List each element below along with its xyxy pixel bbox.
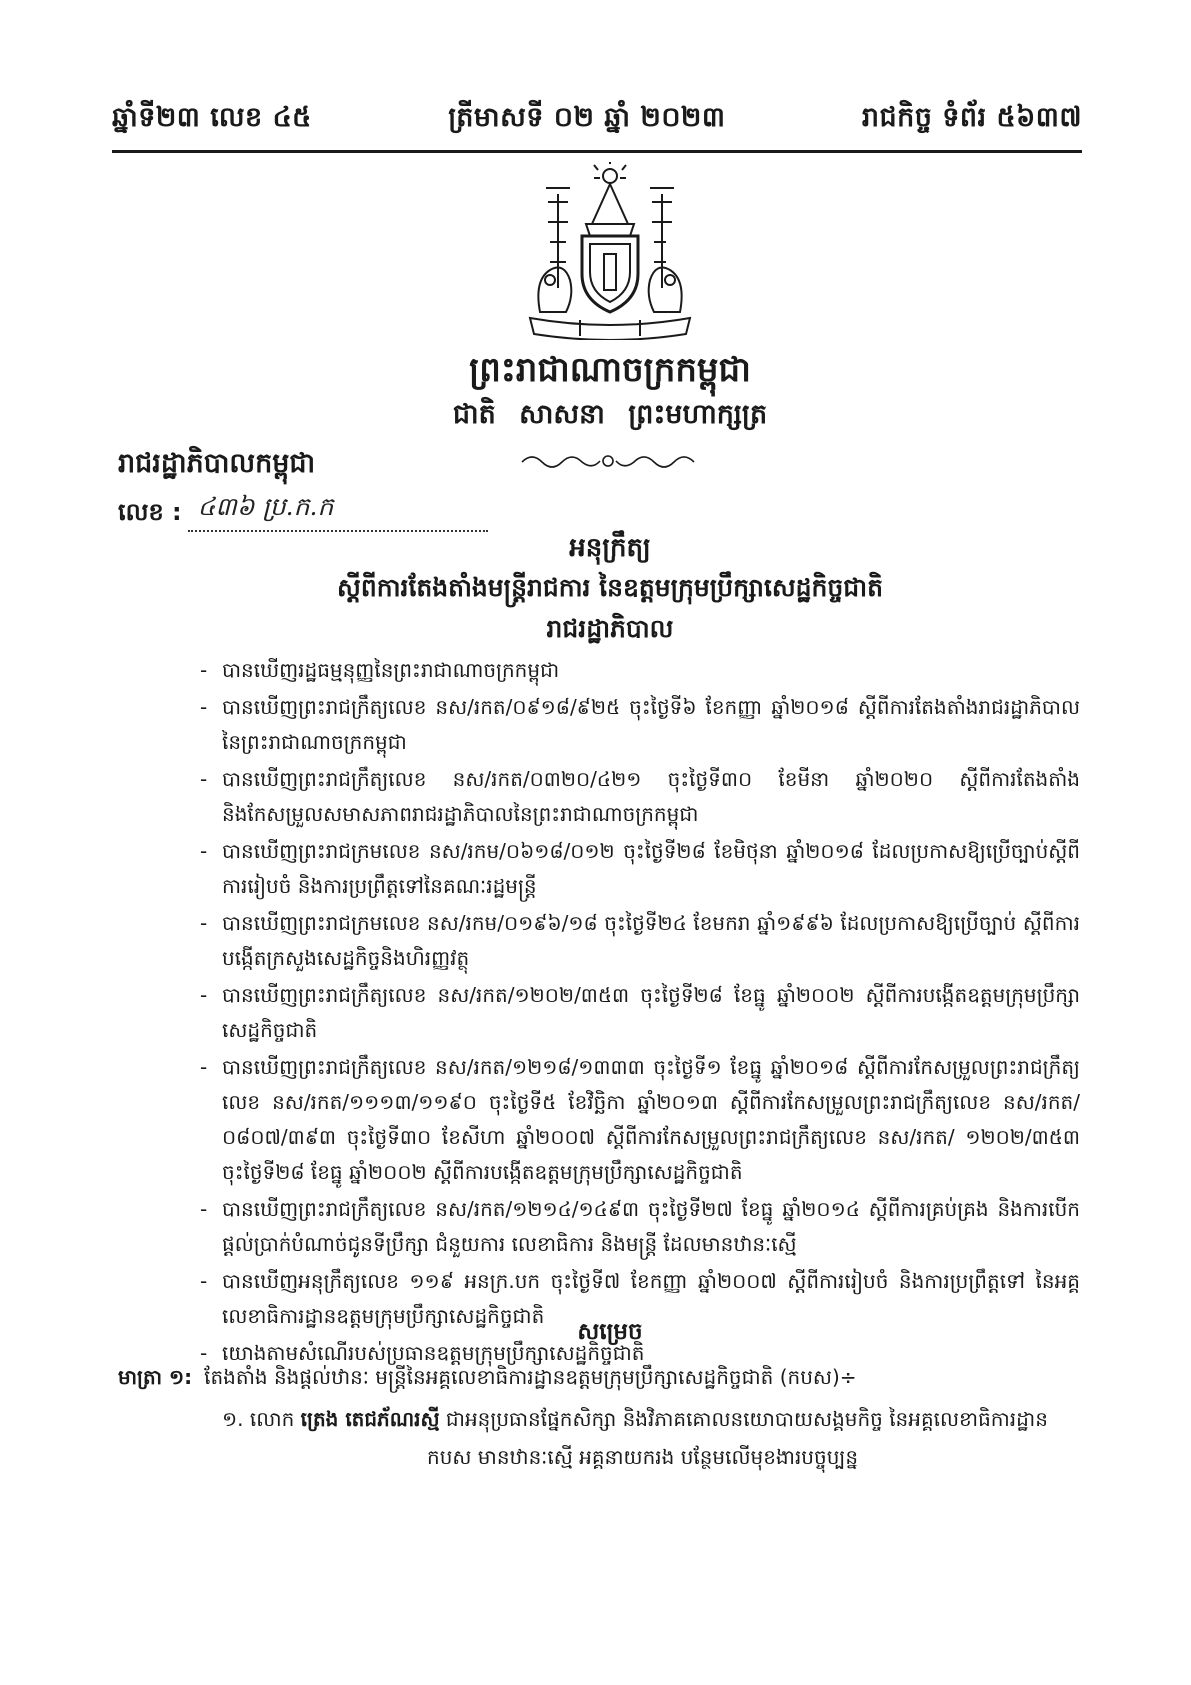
motto-nation: ជាតិ [452,399,496,430]
government-name: រាជរដ្ឋាភិបាលកម្ពុជា [118,448,316,479]
document-subject: ស្តីពីការតែងតាំងមន្ត្រីរាជការ នៃឧត្តមក្រុមប្រឹក្សាសេដ្ឋកិច្ចជាតិ [337,573,883,602]
consideration-item: - បានឃើញព្រះរាជក្រឹត្យលេខ នស/រកត/១២១៨/១៣៣៣ ចុះថ្ងៃទី១ ខែធ្នូ ឆ្នាំ២០១៨ ស្តីពីការកែសម្រួលព្រះរាជក្រឹត្យ លេខ នស/រកត/១១១៣/១១៩០ ចុះថ្ងៃទី៥ ខែវិច្ឆិកា ឆ្នាំ២០១៣ ស្តីពីការកែសម្រួលព្រះរាជក្រឹត្យលេខ នស/រកត/០៨០៧/៣៩៣ ចុះថ្ងៃទី៣០ ខែសីហា ឆ្នាំ២០០៧ ស្តីពីការកែសម្រួលព្រះរាជក្រឹត្យលេខ នស/រកត/ ១២០២/៣៥៣ ចុះថ្ងៃទី២៨ ខែធ្នូ ឆ្នាំ២០០២ ស្តីពីការបង្កើតឧត្តមក្រុមប្រឹក្សាសេដ្ឋកិច្ចជាតិ [200,1055,1080,1184]
header-divider [112,150,1082,153]
document-number [118,492,488,532]
consideration-item: - បានឃើញអនុក្រឹត្យលេខ ១១៩ អនក្រ.បក ចុះថ្ងៃទី៧ ខែកញ្ញា ឆ្នាំ២០០៧ ស្តីពីការរៀបចំ និងការប្រព្រឹត្តទៅ នៃអគ្គលេខាធិការដ្ឋានឧត្តមក្រុមប្រឹក្សាសេដ្ឋកិច្ចជាតិ [200,1269,1080,1328]
number-dotted-line [188,492,488,532]
number-label: លេខ : [118,498,182,526]
appointee-position: ជាអនុប្រធានផ្នែកសិក្សា និងវិភាគគោលនយោបាយសង្គមកិច្ច នៃអគ្គលេខាធិការដ្ឋាន [445,1407,1048,1431]
appointment-item [222,1400,1080,1476]
article-text: តែងតាំង និងផ្តល់ឋានៈ មន្ត្រីនៃអគ្គលេខាធិការដ្ឋានឧត្តមក្រុមប្រឹក្សាសេដ្ឋកិច្ចជាតិ (កបស)÷ [204,1365,857,1389]
document-type: អនុក្រឹត្យ [569,533,651,563]
consideration-item: - យោងតាមសំណើរបស់ប្រធានឧត្តមក្រុមប្រឹក្សាសេដ្ឋកិច្ចជាតិ [200,1341,645,1365]
consideration-item: - បានឃើញព្រះរាជក្រមលេខ នស/រកម/០៦១៨/០១២ ចុះថ្ងៃទី២៨ ខែមិថុនា ឆ្នាំ២០១៨ ដែលប្រកាសឱ្យប្រើច្បាប់ស្តីពីការរៀបចំ និងការប្រព្រឹត្តទៅនៃគណៈរដ្ឋមន្ត្រី [200,839,1080,898]
handwritten-number: ៤៣៦ ប្រ.ក.ក [197,492,334,521]
consideration-item: - បានឃើញព្រះរាជក្រមលេខ នស/រកម/០១៩៦/១៨ ចុះថ្ងៃទី២៤ ខែមករា ឆ្នាំ១៩៩៦ ដែលប្រកាសឱ្យប្រើច្បាប់ ស្តីពីការបង្កើតក្រសួងសេដ្ឋកិច្ចនិងហិរញ្ញវត្ថុ [200,911,1080,970]
decorative-divider-icon [518,448,698,474]
appointee-title: លោក [249,1407,295,1431]
kingdom-title: ព្រះរាជាណាចក្រកម្ពុជា [469,350,751,390]
gazette-header [112,92,1082,140]
motto-king: ព្រះមហាក្សត្រ [628,399,768,430]
appointee-name: ត្រេង តេជភ័ណរស្មី [300,1407,440,1431]
decision-heading: សម្រេច [577,1319,643,1345]
consideration-item: - បានឃើញព្រះរាជក្រឹត្យលេខ នស/រកត/០៩១៨/៩២៥ ចុះថ្ងៃទី៦ ខែកញ្ញា ឆ្នាំ២០១៨ ស្តីពីការតែងតាំងរាជរដ្ឋាភិបាល នៃព្រះរាជាណាចក្រកម្ពុជា [200,695,1080,754]
appointee-number: ១. [222,1407,244,1431]
gazette-page-number: រាជកិច្ច ទំព័រ ៥៦៣៧ [861,102,1082,133]
quarter-date: ត្រីមាសទី ០២ ឆ្នាំ ២០២៣ [448,102,726,133]
consideration-item: - បានឃើញព្រះរាជក្រឹត្យលេខ នស/រកត/១២១៤/១៤៩៣ ចុះថ្ងៃទី២៧ ខែធ្នូ ឆ្នាំ២០១៤ ស្តីពីការគ្រប់គ្រង និងការបើកផ្តល់ប្រាក់បំណាច់ជូនទីប្រឹក្សា ជំនួយការ លេខាធិការ និងមន្ត្រី ដែលមានឋានៈស្មើ [200,1197,1080,1256]
considerations-list [200,653,1080,1373]
royal-coat-of-arms-icon [520,162,700,340]
consideration-item: - បានឃើញព្រះរាជក្រឹត្យលេខ នស/រកត/១២០២/៣៥៣ ចុះថ្ងៃទី២៨ ខែធ្នូ ឆ្នាំ២០០២ ស្តីពីការបង្កើតឧត្តមក្រុមប្រឹក្សាសេដ្ឋកិច្ចជាតិ [200,983,1080,1042]
consideration-item: - បានឃើញព្រះរាជក្រឹត្យលេខ នស/រកត/០៣២០/៤២១ ចុះថ្ងៃទី៣០ ខែមីនា ឆ្នាំ២០២០ ស្តីពីការតែងតាំង និងកែសម្រួលសមាសភាពរាជរដ្ឋាភិបាលនៃព្រះរាជាណាចក្រកម្ពុជា [200,767,1080,826]
article-label: មាត្រា ១: [118,1365,193,1389]
motto-religion: សាសនា [519,399,605,430]
national-motto [350,398,870,437]
document-issuer: រាជរដ្ឋាភិបាល [546,614,674,643]
appointee-rank: កបស មានឋានៈស្មើ អគ្គនាយករង បន្ថែមលើមុខងារបច្ចុប្បន្ន [427,1445,859,1469]
article-1 [118,1360,1078,1395]
year-issue: ឆ្នាំទី២៣ លេខ ៤៥ [112,102,312,133]
consideration-item: - បានឃើញរដ្ឋធម្មនុញ្ញនៃព្រះរាជាណាចក្រកម្ពុជា [200,658,560,682]
